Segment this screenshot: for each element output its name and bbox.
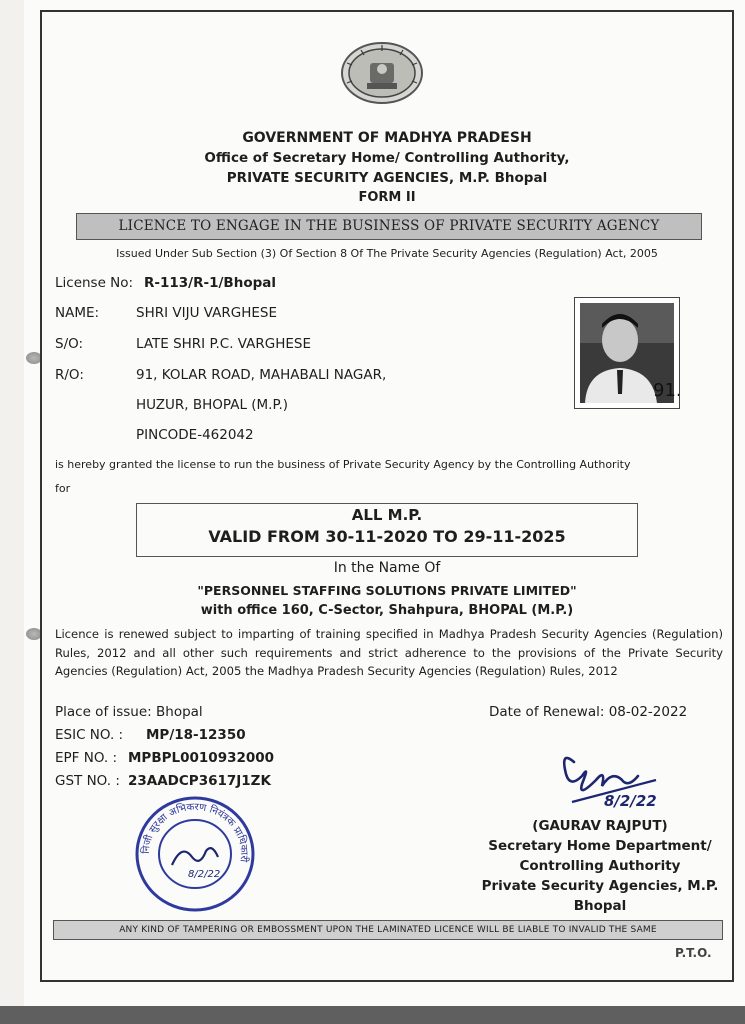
licence-banner: LICENCE TO ENGAGE IN THE BUSINESS OF PRIVATE SECURITY AGENCY [76,213,702,240]
issuing-department: PRIVATE SECURITY AGENCIES, M.P. Bhopal [226,170,548,186]
pincode: PINCODE-462042 [136,427,254,443]
signatory-name: (GAURAV RAJPUT) [532,818,668,834]
address-line-1: 91, KOLAR ROAD, MAHABALI NAGAR, [136,367,387,383]
license-number-label: License No: [55,275,134,291]
signatory-designation-1: Secretary Home Department/ [488,838,712,854]
validity-period: VALID FROM 30-11-2020 TO 29-11-2025 [208,527,566,546]
granted-text-for: for [55,482,71,495]
epf-number: MPBPL0010932000 [128,750,275,766]
signatory-designation-3: Private Security Agencies, M.P. [481,878,719,894]
mp-state-emblem-icon [339,41,425,105]
epf-label: EPF NO. : [55,750,118,766]
official-seal-icon [134,795,256,913]
licence-area: ALL M.P. [351,506,423,524]
address-line-2: HUZUR, BHOPAL (M.P.) [136,397,289,413]
gst-number: 23AADCP3617J1ZK [128,773,271,789]
signature-icon [552,740,672,814]
issuing-office: Office of Secretary Home/ Controlling Authority, [204,150,570,166]
so-label: S/O: [55,336,84,352]
person-photo-icon [575,298,679,408]
please-turn-over: P.T.O. [675,946,712,960]
granted-text: is hereby granted the license to run the business of Private Security Agency by the Controlling Authority [55,458,631,471]
form-number: FORM II [358,190,416,205]
issuing-authority-title: GOVERNMENT OF MADHYA PRADESH [242,130,532,146]
signature-date: 8/2/22 [604,792,657,810]
holder-photo [574,297,680,409]
seal-date: 8/2/22 [188,869,221,880]
place-of-issue: Place of issue: Bhopal [55,704,203,720]
father-name: LATE SHRI P.C. VARGHESE [136,336,312,352]
name-label: NAME: [55,305,100,321]
gst-label: GST NO. : [55,773,120,789]
esic-number: MP/18-12350 [146,727,246,743]
esic-label: ESIC NO. : [55,727,124,743]
company-office: with office 160, C-Sector, Shahpura, BHOPAL (M.P.) [200,603,574,618]
issued-under-text: Issued Under Sub Section (3) Of Section 8 Of The Private Security Agencies (Regulation) Act, 2005 [116,247,658,260]
date-of-renewal: Date of Renewal: 08-02-2022 [489,704,688,720]
ro-label: R/O: [55,367,84,383]
seal-text: निजी सुरक्षा अभिकरण नियंत्रक प्राधिकारी [140,801,250,863]
tampering-warning: ANY KIND OF TAMPERING OR EMBOSSMENT UPON THE LAMINATED LICENCE WILL BE LIABLE TO INVALID THE SAME [53,920,723,940]
holder-name: SHRI VIJU VARGHESE [136,305,277,321]
signatory-designation-2: Controlling Authority [519,858,681,874]
license-number: R-113/R-1/Bhopal [144,275,277,291]
photo-initials: 91. [653,380,679,401]
renewal-conditions: Licence is renewed subject to imparting of training specified in Madhya Pradesh Security Agencies (Regulation) Rules, 2012 and all other such requirements and strict adherence to the provisions of the Private Security Agencies (Regulation) Act, 2005 the Madhya Pradesh Security Agencies (Regulation) Rules, 2012 [55,627,723,678]
in-the-name-of: In the Name Of [333,560,441,576]
company-name: "PERSONNEL STAFFING SOLUTIONS PRIVATE LIMITED" [197,583,577,598]
scan-edge [0,1006,745,1024]
signatory-location: Bhopal [573,898,627,914]
